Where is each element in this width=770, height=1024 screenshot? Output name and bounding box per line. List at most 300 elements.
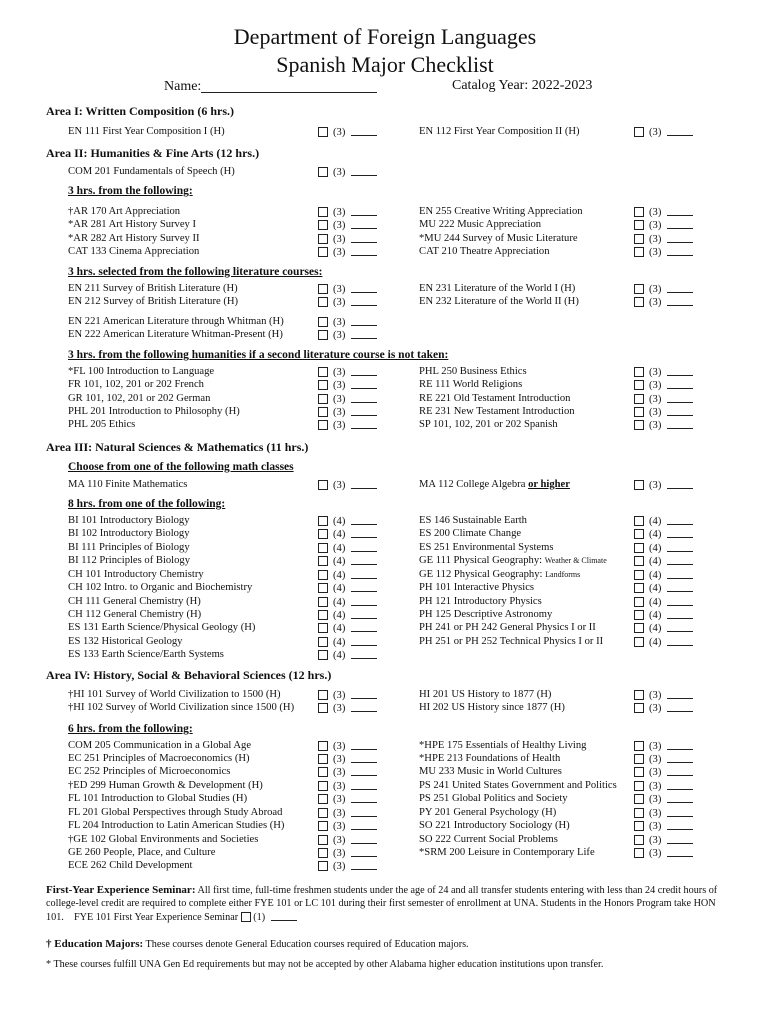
course-ec251	[68, 752, 250, 766]
course-label: ES 132 Historical Geology	[68, 636, 183, 647]
subhead-math: Choose from one of the following math classes	[68, 461, 294, 473]
grade-blank[interactable]	[351, 205, 377, 216]
credit-hours: (4)	[333, 583, 346, 594]
course-ec252-credit	[318, 765, 377, 780]
checkbox[interactable]	[634, 297, 644, 307]
checkbox[interactable]	[634, 380, 644, 390]
grade-blank[interactable]	[351, 621, 377, 632]
grade-blank[interactable]	[351, 328, 377, 339]
grade-blank[interactable]	[351, 608, 377, 619]
course-label: *AR 282 Art History Survey II	[68, 233, 200, 244]
course-label-suffix: or higher	[528, 479, 570, 490]
grade-blank[interactable]	[351, 165, 377, 176]
grade-blank[interactable]	[351, 688, 377, 699]
checkbox[interactable]	[318, 781, 328, 791]
checkbox[interactable]	[634, 808, 644, 818]
grade-blank[interactable]	[351, 635, 377, 646]
course-re111-credit	[634, 378, 693, 393]
checkbox[interactable]	[634, 207, 644, 217]
grade-blank[interactable]	[667, 779, 693, 790]
credit-hours: (3)	[649, 808, 662, 819]
course-hi202	[419, 701, 565, 715]
course-ge111	[419, 554, 607, 568]
checkbox[interactable]	[634, 284, 644, 294]
checkbox[interactable]	[318, 127, 328, 137]
grade-blank[interactable]	[351, 752, 377, 763]
checkbox[interactable]	[634, 220, 644, 230]
transfer-note: * These courses fulfill UNA Gen Ed requirements but may not be accepted by other Alabama higher education institutions upon transfer.	[46, 959, 604, 970]
course-label: *SRM 200 Leisure in Contemporary Life	[419, 847, 595, 858]
credit-hours: (4)	[649, 623, 662, 634]
checkbox[interactable]	[318, 167, 328, 177]
checkbox[interactable]	[634, 247, 644, 257]
checkbox[interactable]	[634, 597, 644, 607]
grade-blank[interactable]	[667, 527, 693, 538]
checkbox[interactable]	[634, 794, 644, 804]
grade-blank[interactable]	[667, 232, 693, 243]
credit-hours: (3)	[333, 167, 346, 178]
grade-blank[interactable]	[351, 833, 377, 844]
course-cat210-credit	[634, 245, 693, 260]
course-ec252	[68, 765, 230, 779]
course-label: PHL 250 Business Ethics	[419, 366, 527, 377]
name-input[interactable]	[201, 78, 377, 93]
course-label: PS 251 Global Politics and Society	[419, 793, 568, 804]
credit-hours: (4)	[649, 610, 662, 621]
checkbox[interactable]	[634, 234, 644, 244]
course-ps251	[419, 792, 568, 806]
checkbox[interactable]	[634, 543, 644, 553]
credit-hours: (3)	[649, 220, 662, 231]
checkbox[interactable]	[318, 317, 328, 327]
checkbox[interactable]	[318, 861, 328, 871]
checkbox[interactable]	[318, 543, 328, 553]
course-ch111	[68, 595, 201, 609]
credit-hours: (3)	[333, 420, 346, 431]
course-en212	[68, 295, 238, 309]
credit-hours: (4)	[649, 597, 662, 608]
course-mu244	[419, 232, 578, 246]
course-label: MA 110 Finite Mathematics	[68, 479, 188, 490]
grade-blank[interactable]	[667, 365, 693, 376]
grade-blank[interactable]	[351, 478, 377, 489]
checkbox[interactable]	[634, 781, 644, 791]
course-phl201	[68, 405, 240, 419]
grade-blank[interactable]	[667, 752, 693, 763]
course-en211	[68, 282, 238, 296]
credit-hours: (3)	[333, 407, 346, 418]
checkbox[interactable]	[634, 529, 644, 539]
subhead-literature: 3 hrs. selected from the following literature courses:	[68, 266, 323, 278]
page-subtitle: Spanish Major Checklist	[276, 52, 494, 77]
course-label: EN 232 Literature of the World II (H)	[419, 296, 579, 307]
course-ge111-credit	[634, 554, 693, 569]
fye-text: All first time, full-time freshmen students under the age of 24 and all transfer students entering with less than 24 credit hours of college-level credit are required to complete either FYE 101 or LC 101 during their first semester of enrollment at UNA. Students in the Honors Program take HON 101.	[46, 885, 718, 924]
grade-blank[interactable]	[351, 125, 377, 136]
course-com201-credit	[318, 165, 377, 180]
grade-blank[interactable]	[351, 418, 377, 429]
grade-blank[interactable]	[667, 846, 693, 857]
grade-blank[interactable]	[351, 378, 377, 389]
grade-blank[interactable]	[351, 701, 377, 712]
checkbox[interactable]	[634, 394, 644, 404]
area-1-heading: Area I: Written Composition (6 hrs.)	[46, 104, 234, 118]
course-label: GR 101, 102, 201 or 202 German	[68, 393, 211, 404]
course-ed299	[68, 779, 263, 793]
checkbox[interactable]	[318, 703, 328, 713]
credit-hours: (3)	[333, 767, 346, 778]
course-ge260	[68, 846, 215, 860]
grade-blank[interactable]	[667, 765, 693, 776]
course-label: GE 111 Physical Geography:	[419, 555, 543, 566]
grade-blank[interactable]	[351, 792, 377, 803]
grade-blank[interactable]	[351, 554, 377, 565]
grade-blank[interactable]	[667, 621, 693, 632]
course-sp101	[419, 418, 558, 432]
name-label: Name:	[164, 79, 202, 94]
credit-hours: (3)	[333, 234, 346, 245]
grade-blank[interactable]	[667, 819, 693, 830]
credit-hours: (4)	[649, 529, 662, 540]
course-ph241-credit	[634, 621, 693, 636]
course-com205	[68, 739, 251, 753]
checkbox[interactable]	[318, 690, 328, 700]
course-fl101	[68, 792, 247, 806]
course-label: PH 251 or PH 252 Technical Physics I or II	[419, 636, 604, 647]
checkbox[interactable]	[634, 420, 644, 430]
checkbox[interactable]	[318, 821, 328, 831]
checkbox[interactable]	[318, 516, 328, 526]
grade-blank[interactable]	[351, 846, 377, 857]
grade-blank[interactable]	[351, 648, 377, 659]
course-es146	[419, 514, 527, 528]
course-label: EC 251 Principles of Macroeconomics (H)	[68, 753, 250, 764]
course-label: PH 121 Introductory Physics	[419, 596, 542, 607]
course-label: CH 112 General Chemistry (H)	[68, 609, 202, 620]
checkbox[interactable]	[634, 848, 644, 858]
checkbox[interactable]	[634, 754, 644, 764]
credit-hours: (3)	[649, 703, 662, 714]
grade-blank[interactable]	[667, 418, 693, 429]
credit-hours: (3)	[333, 848, 346, 859]
grade-blank[interactable]	[351, 581, 377, 592]
grade-blank[interactable]	[667, 608, 693, 619]
grade-blank[interactable]	[351, 765, 377, 776]
grade-blank[interactable]	[351, 527, 377, 538]
course-label: CAT 210 Theatre Appreciation	[419, 246, 550, 257]
checkbox[interactable]	[634, 516, 644, 526]
course-label: SO 221 Introductory Sociology (H)	[419, 820, 570, 831]
grade-blank[interactable]	[667, 245, 693, 256]
course-ge112	[419, 568, 580, 582]
grade-blank[interactable]	[667, 739, 693, 750]
course-cat133-credit	[318, 245, 377, 260]
grade-blank[interactable]	[351, 245, 377, 256]
grade-blank[interactable]	[351, 819, 377, 830]
course-en112	[419, 125, 580, 139]
checkbox[interactable]	[318, 420, 328, 430]
fye-credit: (1)	[253, 912, 266, 924]
course-cat133	[68, 245, 199, 259]
grade-blank[interactable]	[667, 701, 693, 712]
credit-hours: (3)	[649, 284, 662, 295]
checkbox[interactable]	[318, 808, 328, 818]
course-label: PHL 205 Ethics	[68, 419, 136, 430]
credit-hours: (3)	[333, 127, 346, 138]
checkbox[interactable]	[318, 284, 328, 294]
checkbox[interactable]	[634, 821, 644, 831]
credit-hours: (4)	[333, 623, 346, 634]
grade-blank[interactable]	[351, 232, 377, 243]
course-ar170	[68, 205, 180, 219]
course-label: EN 112 First Year Composition II (H)	[419, 126, 580, 137]
course-ma110-credit	[318, 478, 377, 493]
grade-blank[interactable]	[667, 282, 693, 293]
course-en111-credit	[318, 125, 377, 140]
credit-hours: (3)	[649, 234, 662, 245]
grade-blank[interactable]	[667, 792, 693, 803]
checkbox[interactable]	[318, 848, 328, 858]
subhead-humanities: 3 hrs. from the following humanities if a second literature course is not taken:	[68, 349, 449, 361]
checkbox[interactable]	[318, 570, 328, 580]
credit-hours: (4)	[333, 570, 346, 581]
grade-blank[interactable]	[667, 554, 693, 565]
course-ma112-credit	[634, 478, 693, 493]
checkbox[interactable]	[634, 623, 644, 633]
credit-hours: (3)	[649, 690, 662, 701]
checkbox[interactable]	[634, 556, 644, 566]
grade-blank[interactable]	[667, 568, 693, 579]
course-label: EC 252 Principles of Microeconomics	[68, 766, 231, 777]
course-ph251-credit	[634, 635, 693, 650]
course-label: BI 111 Principles of Biology	[68, 542, 190, 553]
checkbox[interactable]	[318, 794, 328, 804]
checkbox[interactable]	[318, 835, 328, 845]
grade-blank[interactable]	[667, 595, 693, 606]
checkbox[interactable]	[634, 835, 644, 845]
grade-blank[interactable]	[351, 514, 377, 525]
grade-blank[interactable]	[667, 378, 693, 389]
grade-blank[interactable]	[667, 392, 693, 403]
course-en222-credit	[318, 328, 377, 343]
course-re111	[419, 378, 522, 392]
checkbox[interactable]	[318, 583, 328, 593]
course-hi101	[68, 688, 281, 702]
credit-hours: (3)	[333, 317, 346, 328]
checkbox[interactable]	[318, 480, 328, 490]
course-bi102	[68, 527, 190, 541]
grade-blank[interactable]	[667, 405, 693, 416]
course-bi112	[68, 554, 190, 568]
course-en112-credit	[634, 125, 693, 140]
grade-blank[interactable]	[667, 514, 693, 525]
credit-hours: (3)	[333, 794, 346, 805]
grade-blank[interactable]	[667, 581, 693, 592]
subhead-fine-arts: 3 hrs. from the following:	[68, 185, 193, 197]
course-srm200	[419, 846, 595, 860]
course-label: GE 260 People, Place, and Culture	[68, 847, 216, 858]
checkbox[interactable]	[634, 127, 644, 137]
grade-blank[interactable]	[351, 405, 377, 416]
course-es200-credit	[634, 527, 693, 542]
checkbox[interactable]	[318, 207, 328, 217]
checkbox[interactable]	[318, 394, 328, 404]
subhead-science: 8 hrs. from one of the following:	[68, 498, 226, 510]
course-fl201	[68, 806, 282, 820]
course-es133-credit	[318, 648, 377, 663]
grade-blank[interactable]	[667, 806, 693, 817]
course-label: MA 112 College Algebra	[419, 479, 526, 490]
course-label: †HI 102 Survey of World Civilization since 1500 (H)	[68, 702, 295, 713]
grade-blank[interactable]	[351, 295, 377, 306]
grade-blank[interactable]	[351, 806, 377, 817]
course-ar281-credit	[318, 218, 377, 233]
checkbox[interactable]	[318, 247, 328, 257]
credit-hours: (3)	[333, 330, 346, 341]
grade-blank[interactable]	[351, 779, 377, 790]
course-es133	[68, 648, 224, 662]
course-hi102-credit	[318, 701, 377, 716]
course-label: EN 222 American Literature Whitman-Present (H)	[68, 329, 283, 340]
checkbox[interactable]	[318, 610, 328, 620]
grade-blank[interactable]	[667, 541, 693, 552]
area-3-heading: Area III: Natural Sciences & Mathematics (11 hrs.)	[46, 440, 309, 454]
course-label: ES 251 Environmental Systems	[419, 542, 554, 553]
grade-blank[interactable]	[667, 295, 693, 306]
checkbox[interactable]	[318, 637, 328, 647]
checkbox[interactable]	[318, 597, 328, 607]
fye-checkbox[interactable]	[241, 912, 251, 922]
course-label: PH 241 or PH 242 General Physics I or II	[419, 622, 596, 633]
checkbox[interactable]	[634, 767, 644, 777]
grade-blank[interactable]	[667, 688, 693, 699]
credit-hours: (3)	[649, 781, 662, 792]
checkbox[interactable]	[318, 407, 328, 417]
course-label: EN 255 Creative Writing Appreciation	[419, 206, 583, 217]
credit-hours: (3)	[333, 367, 346, 378]
checkbox[interactable]	[318, 234, 328, 244]
credit-hours: (3)	[649, 794, 662, 805]
grade-blank[interactable]	[351, 392, 377, 403]
credit-hours: (4)	[649, 637, 662, 648]
checkbox[interactable]	[318, 767, 328, 777]
checkbox[interactable]	[318, 623, 328, 633]
fye-grade-blank[interactable]	[271, 910, 297, 921]
education-note	[46, 938, 726, 951]
credit-hours: (3)	[333, 703, 346, 714]
course-label: COM 205 Communication in a Global Age	[68, 740, 252, 751]
checkbox[interactable]	[634, 741, 644, 751]
course-label: *MU 244 Survey of Music Literature	[419, 233, 578, 244]
credit-hours: (3)	[649, 380, 662, 391]
checkbox[interactable]	[318, 754, 328, 764]
course-ar282	[68, 232, 200, 246]
grade-blank[interactable]	[667, 125, 693, 136]
checkbox[interactable]	[634, 367, 644, 377]
grade-blank[interactable]	[351, 282, 377, 293]
course-label: COM 201 Fundamentals of Speech (H)	[68, 166, 235, 177]
credit-hours: (3)	[649, 127, 662, 138]
checkbox[interactable]	[318, 556, 328, 566]
credit-hours: (3)	[333, 808, 346, 819]
course-fl204	[68, 819, 284, 833]
fye-course: FYE 101 First Year Experience Seminar	[74, 912, 239, 924]
course-ph241	[419, 621, 596, 635]
course-label: GE 112 Physical Geography:	[419, 569, 543, 580]
course-ar281	[68, 218, 196, 232]
course-ph101-credit	[634, 581, 693, 596]
checkbox[interactable]	[634, 703, 644, 713]
checkbox[interactable]	[318, 297, 328, 307]
course-label: SO 222 Current Social Problems	[419, 834, 558, 845]
checkbox[interactable]	[318, 529, 328, 539]
course-label: †HI 101 Survey of World Civilization to 1500 (H)	[68, 689, 281, 700]
course-hi202-credit	[634, 701, 693, 716]
course-label: CH 111 General Chemistry (H)	[68, 596, 201, 607]
grade-blank[interactable]	[351, 568, 377, 579]
course-cat210	[419, 245, 550, 259]
course-label: BI 112 Principles of Biology	[68, 555, 191, 566]
grade-blank[interactable]	[667, 218, 693, 229]
grade-blank[interactable]	[667, 205, 693, 216]
checkbox[interactable]	[634, 637, 644, 647]
course-en222	[68, 328, 283, 342]
grade-blank[interactable]	[351, 218, 377, 229]
checkbox[interactable]	[318, 650, 328, 660]
credit-hours: (3)	[649, 848, 662, 859]
credit-hours: (3)	[649, 741, 662, 752]
checkbox[interactable]	[318, 330, 328, 340]
checkbox[interactable]	[634, 583, 644, 593]
checkbox[interactable]	[634, 610, 644, 620]
page-title: Department of Foreign Languages	[233, 24, 537, 49]
grade-blank[interactable]	[667, 635, 693, 646]
checkbox[interactable]	[634, 480, 644, 490]
grade-blank[interactable]	[667, 478, 693, 489]
course-label: MU 222 Music Appreciation	[419, 219, 542, 230]
credit-hours: (4)	[333, 650, 346, 661]
course-ch101	[68, 568, 204, 582]
checkbox[interactable]	[634, 407, 644, 417]
course-label: ES 200 Climate Change	[419, 528, 522, 539]
grade-blank[interactable]	[351, 541, 377, 552]
checkbox[interactable]	[318, 367, 328, 377]
grade-blank[interactable]	[351, 315, 377, 326]
credit-hours: (4)	[649, 543, 662, 554]
course-label: MU 233 Music in World Cultures	[419, 766, 562, 777]
checkbox[interactable]	[318, 741, 328, 751]
credit-hours: (4)	[333, 543, 346, 554]
credit-hours: (3)	[333, 394, 346, 405]
course-label: PS 241 United States Government and Politics	[419, 780, 617, 791]
grade-blank[interactable]	[351, 739, 377, 750]
checkbox[interactable]	[318, 220, 328, 230]
course-ps251-credit	[634, 792, 693, 807]
checkbox[interactable]	[634, 690, 644, 700]
course-label: FL 201 Global Perspectives through Study Abroad	[68, 807, 283, 818]
course-es200	[419, 527, 521, 541]
course-label: RE 231 New Testament Introduction	[419, 406, 575, 417]
grade-blank[interactable]	[667, 833, 693, 844]
grade-blank[interactable]	[351, 365, 377, 376]
credit-hours: (3)	[649, 367, 662, 378]
grade-blank[interactable]	[351, 595, 377, 606]
course-label: ECE 262 Child Development	[68, 860, 193, 871]
checkbox[interactable]	[634, 570, 644, 580]
grade-blank[interactable]	[351, 859, 377, 870]
credit-hours: (3)	[333, 220, 346, 231]
checkbox[interactable]	[318, 380, 328, 390]
